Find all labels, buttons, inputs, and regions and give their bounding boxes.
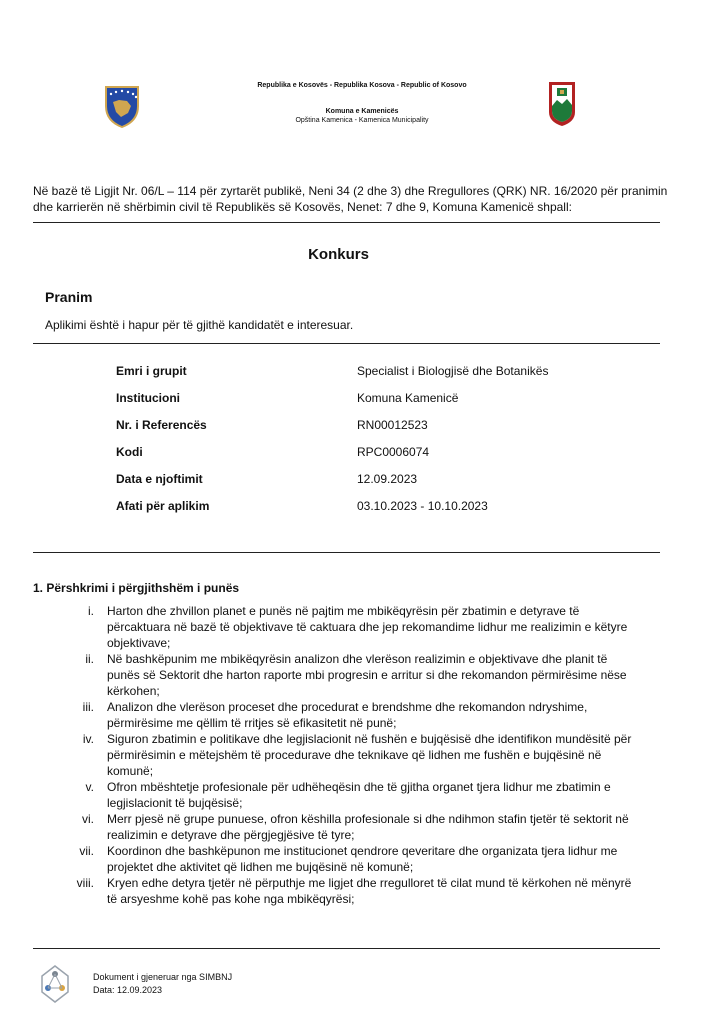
footer-generated-by: Dokument i gjeneruar nga SIMBNJ — [93, 972, 233, 982]
info-row-reference-number — [116, 418, 596, 445]
list-item-text: Kryen edhe detyra tjetër në përputhje me ligjet dhe rregulloret të cilat mund të kërkohen në mënyrë të arsyeshme kohë pas kohe nga mbikëqyrësi; — [107, 876, 632, 906]
list-item-number: iii. — [82, 700, 94, 714]
header-republic-line: Republika e Kosovës - Republika Kosova - Republic of Kosovo — [257, 82, 467, 89]
list-item-text: Koordinon dhe bashkëpunon me institucionet qendrore qeveritare dhe organizata tjera lidhur me projektet dhe aktivitet që lidhen me bujqësinë në komunë; — [107, 844, 618, 874]
duties-list — [0, 603, 724, 907]
info-label: Nr. i Referencës — [116, 418, 207, 432]
footer-info — [93, 971, 232, 997]
list-item — [0, 603, 724, 651]
simbnj-logo-icon — [38, 964, 72, 1004]
info-label: Kodi — [116, 445, 143, 459]
header-municipality-name: Komuna e Kamenicës — [325, 108, 399, 115]
list-item-text: Harton dhe zhvillon planet e punës në pajtim me mbikëqyrësin për zbatimin e detyrave të përcaktuara në bazë të objektivave të caktuara dhe jep rekomandime lidhur me realizimin e këtyre objektivave; — [107, 604, 628, 650]
info-value: Specialist i Biologjisë dhe Botanikës — [357, 364, 549, 378]
info-value: 12.09.2023 — [357, 472, 418, 486]
info-label: Data e njoftimit — [116, 472, 203, 486]
list-item — [0, 843, 724, 875]
info-row-code — [116, 445, 596, 472]
list-item-text: Siguron zbatimin e politikave dhe legjislacionit në fushën e bujqësisë dhe identifikon mundësitë për përmirësimin e mëtejshëm të procedurave dhe teknikave që lidhen me fushën e bujqësinë në komunë; — [107, 732, 632, 778]
list-item — [0, 731, 724, 779]
list-item-number: iv. — [82, 732, 94, 746]
list-item-number: vii. — [79, 844, 94, 858]
info-value: RPC0006074 — [357, 445, 430, 459]
info-label: Emri i grupit — [116, 364, 187, 378]
list-item — [0, 811, 724, 843]
info-row-application-deadline — [116, 499, 596, 526]
list-item-number: vi. — [82, 812, 94, 826]
info-value: 03.10.2023 - 10.10.2023 — [357, 499, 488, 513]
legal-basis-intro: Në bazë të Ligjit Nr. 06/L – 114 për zyrtarët publikë, Neni 34 (2 dhe 3) dhe Rregullores (QRK) NR. 16/2020 për pranimin dhe karrierën në shërbimin civil të Republikës së Kosovës, Nenet: 7 dhe 9, Komuna Kamenicë shpall: — [33, 184, 668, 214]
info-label: Afati për aplikim — [116, 499, 210, 513]
info-row-notice-date — [116, 472, 596, 499]
divider — [33, 222, 660, 223]
list-item — [0, 779, 724, 811]
divider — [33, 552, 660, 553]
list-item-text: Në bashkëpunim me mbikëqyrësin analizon dhe vlerëson realizimin e objektivave dhe planit të punës së Sektorit dhe harton raporte mbi progresin e arritur si dhe rekomandon përmirësime nëse kërkohen; — [107, 652, 627, 698]
divider — [33, 343, 660, 344]
list-item-text: Analizon dhe vlerëson proceset dhe procedurat e brendshme dhe rekomandon ndryshime, përmirësime me qëllim të rritjes së efikasitetit në punë; — [107, 700, 588, 730]
page-title: Konkurs — [308, 246, 369, 263]
divider — [33, 948, 660, 949]
list-item-text: Merr pjesë në grupe punuese, ofron këshilla profesionale si dhe ndihmon stafin tjetër të sektorit në realizimin e detyrave dhe përgjegjësive të tyre; — [107, 812, 629, 842]
list-item-text: Ofron mbështetje profesionale për udhëheqësin dhe të gjitha organet tjera lidhur me zbatimin e legjislacionit të bujqësisë; — [107, 780, 611, 810]
info-row-group-name — [116, 364, 596, 391]
info-value: Komuna Kamenicë — [357, 391, 459, 405]
info-row-institution — [116, 391, 596, 418]
list-item-number: v. — [85, 780, 94, 794]
page-subtitle: Pranim — [45, 289, 93, 305]
section-title: 1. Përshkrimi i përgjithshëm i punës — [33, 581, 240, 595]
list-item-number: i. — [88, 604, 94, 618]
list-item-number: ii. — [85, 652, 94, 666]
list-item — [0, 875, 724, 907]
list-item-number: viii. — [76, 876, 94, 890]
application-open-text: Aplikimi është i hapur për të gjithë kandidatët e interesuar. — [45, 318, 354, 332]
header-municipality-subtitle: Opština Kamenica - Kamenica Municipality — [295, 117, 429, 124]
footer-date: Data: 12.09.2023 — [93, 985, 163, 995]
info-value: RN00012523 — [357, 418, 428, 432]
kamenica-municipality-crest-icon — [547, 78, 577, 128]
list-item — [0, 651, 724, 699]
list-item — [0, 699, 724, 731]
info-label: Institucioni — [116, 391, 180, 405]
vacancy-info-table — [116, 364, 596, 526]
